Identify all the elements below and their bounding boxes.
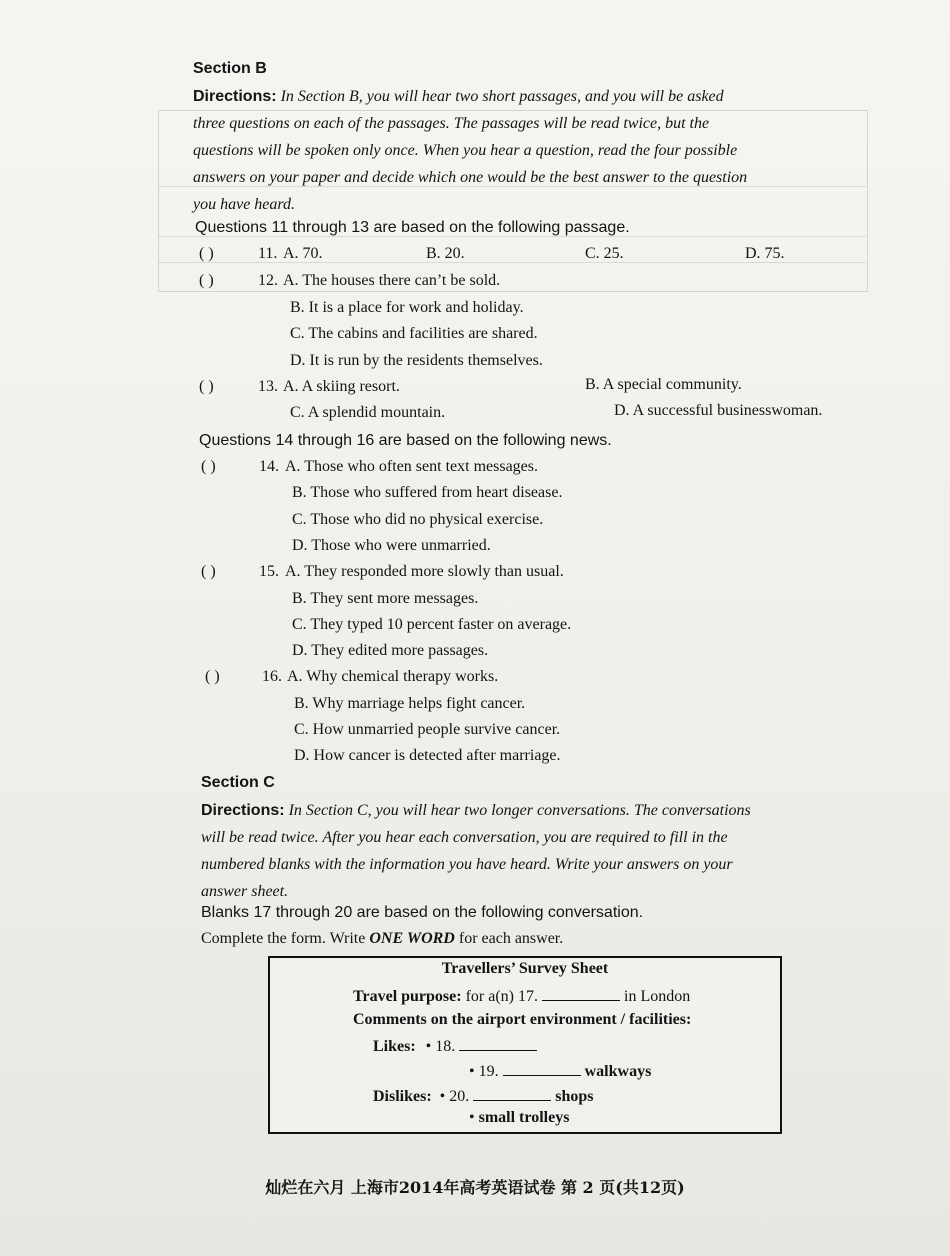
option-a: A. Those who often sent text messages. xyxy=(285,458,538,475)
dislikes-row xyxy=(373,1086,594,1106)
blank-17[interactable] xyxy=(542,986,620,1001)
option-a: A. A skiing resort. xyxy=(283,378,400,395)
directions-text: answers on your paper and decide which one would be the best answer to the question xyxy=(193,169,748,186)
section-c-directions-line xyxy=(201,824,728,851)
question-number: 13. xyxy=(258,378,278,395)
directions-text: three questions on each of the passages. The passages will be read twice, but the xyxy=(193,115,710,132)
dislikes-row-2 xyxy=(469,1109,569,1127)
option-a: A. The houses there can’t be sold. xyxy=(283,272,501,289)
instruction-text: Complete the form. Write xyxy=(201,930,370,947)
option-b: B. Those who suffered from heart disease. xyxy=(292,484,563,501)
instruction-text: for each answer. xyxy=(454,930,564,947)
likes-row xyxy=(373,1036,537,1056)
option-a: A. Why chemical therapy works. xyxy=(287,668,499,685)
bullet-icon: • xyxy=(469,1109,475,1126)
form-title: Travellers’ Survey Sheet xyxy=(441,960,609,977)
likes-label: Likes: xyxy=(373,1038,416,1055)
option-c: C. A splendid mountain. xyxy=(290,404,446,421)
option-d: D. 75. xyxy=(745,245,785,262)
directions-label: Directions: xyxy=(201,802,285,819)
page-footer: 灿烂在六月 上海市2014年高考英语试卷 第 2 页(共12页) xyxy=(265,1178,685,1197)
bullet-icon: • xyxy=(469,1063,475,1080)
option-d: D. It is run by the residents themselves. xyxy=(290,352,543,369)
bullet-icon: • xyxy=(439,1088,446,1105)
instruction-emphasis: ONE WORD xyxy=(369,930,455,947)
option-d: D. They edited more passages. xyxy=(292,642,489,659)
option-c: C. 25. xyxy=(585,245,624,262)
option-d: D. How cancer is detected after marriage. xyxy=(294,747,561,764)
blank-19[interactable] xyxy=(503,1061,581,1076)
travellers-survey-form xyxy=(268,956,782,1134)
blank-18-number: 18. xyxy=(435,1038,456,1055)
directions-text: answer sheet. xyxy=(201,883,289,900)
answer-bracket[interactable]: ( ) xyxy=(201,563,216,580)
section-b-directions-line xyxy=(193,137,737,164)
passage-1-intro: Questions 11 through 13 are based on the following passage. xyxy=(195,219,630,236)
purpose-prefix: for a(n) 17. xyxy=(465,988,539,1005)
option-a: A. They responded more slowly than usual. xyxy=(285,563,564,580)
question-number: 12. xyxy=(258,272,278,289)
bullet-icon: • xyxy=(425,1038,432,1055)
option-b: B. Why marriage helps fight cancer. xyxy=(294,695,526,712)
section-c-directions-line xyxy=(201,851,733,878)
option-c: C. They typed 10 percent faster on average. xyxy=(292,616,572,633)
section-b-directions-line xyxy=(193,83,724,110)
likes-row-2 xyxy=(469,1061,651,1081)
small-trolleys-text: small trolleys xyxy=(478,1109,570,1126)
directions-text: In Section C, you will hear two longer conversations. The conversations xyxy=(288,802,751,819)
answer-bracket[interactable]: ( ) xyxy=(199,245,214,262)
dislikes-label: Dislikes: xyxy=(373,1088,432,1105)
section-b-title: Section B xyxy=(193,60,267,77)
question-number: 16. xyxy=(262,668,282,685)
section-c-directions-line xyxy=(201,878,288,905)
passage-2-intro: Questions 14 through 16 are based on the following news. xyxy=(199,432,612,449)
question-number: 15. xyxy=(259,563,279,580)
answer-bracket[interactable]: ( ) xyxy=(199,272,214,289)
section-b-directions-line xyxy=(193,110,709,137)
section-b-directions-line xyxy=(193,191,295,218)
directions-text: In Section B, you will hear two short passages, and you will be asked xyxy=(280,88,724,105)
section-c-directions-line xyxy=(201,797,751,824)
option-b: B. A special community. xyxy=(585,376,742,393)
option-b: B. It is a place for work and holiday. xyxy=(290,299,524,316)
answer-bracket[interactable]: ( ) xyxy=(205,668,220,685)
question-number: 11. xyxy=(258,245,278,262)
option-c: C. Those who did no physical exercise. xyxy=(292,511,544,528)
section-c-title: Section C xyxy=(201,774,275,791)
directions-label: Directions: xyxy=(193,88,277,105)
answer-bracket[interactable]: ( ) xyxy=(199,378,214,395)
blank-18[interactable] xyxy=(459,1036,537,1051)
option-b: B. 20. xyxy=(426,245,465,262)
travel-purpose-row xyxy=(353,986,690,1006)
directions-text: will be read twice. After you hear each conversation, you are required to fill in the xyxy=(201,829,728,846)
directions-text: you have heard. xyxy=(193,196,296,213)
option-c: C. How unmarried people survive cancer. xyxy=(294,721,561,738)
form-instruction xyxy=(201,930,563,948)
purpose-label: Travel purpose: xyxy=(353,988,462,1005)
option-d: D. Those who were unmarried. xyxy=(292,537,491,554)
option-b: B. They sent more messages. xyxy=(292,590,479,607)
walkways-text: walkways xyxy=(584,1063,652,1080)
comments-heading: Comments on the airport environment / facilities: xyxy=(353,1011,692,1028)
blank-20-number: 20. xyxy=(449,1088,470,1105)
directions-text: questions will be spoken only once. When you hear a question, read the four possible xyxy=(193,142,738,159)
option-d: D. A successful businesswoman. xyxy=(614,402,823,419)
directions-text: numbered blanks with the information you have heard. Write your answers on your xyxy=(201,856,733,873)
shops-text: shops xyxy=(555,1088,594,1105)
blank-20[interactable] xyxy=(473,1086,551,1101)
blank-19-number: 19. xyxy=(478,1063,499,1080)
purpose-suffix: in London xyxy=(624,988,691,1005)
section-b-directions-line xyxy=(193,164,747,191)
option-c: C. The cabins and facilities are shared. xyxy=(290,325,538,342)
answer-bracket[interactable]: ( ) xyxy=(201,458,216,475)
question-number: 14. xyxy=(259,458,279,475)
option-a: A. 70. xyxy=(283,245,323,262)
blanks-intro: Blanks 17 through 20 are based on the following conversation. xyxy=(201,904,644,921)
